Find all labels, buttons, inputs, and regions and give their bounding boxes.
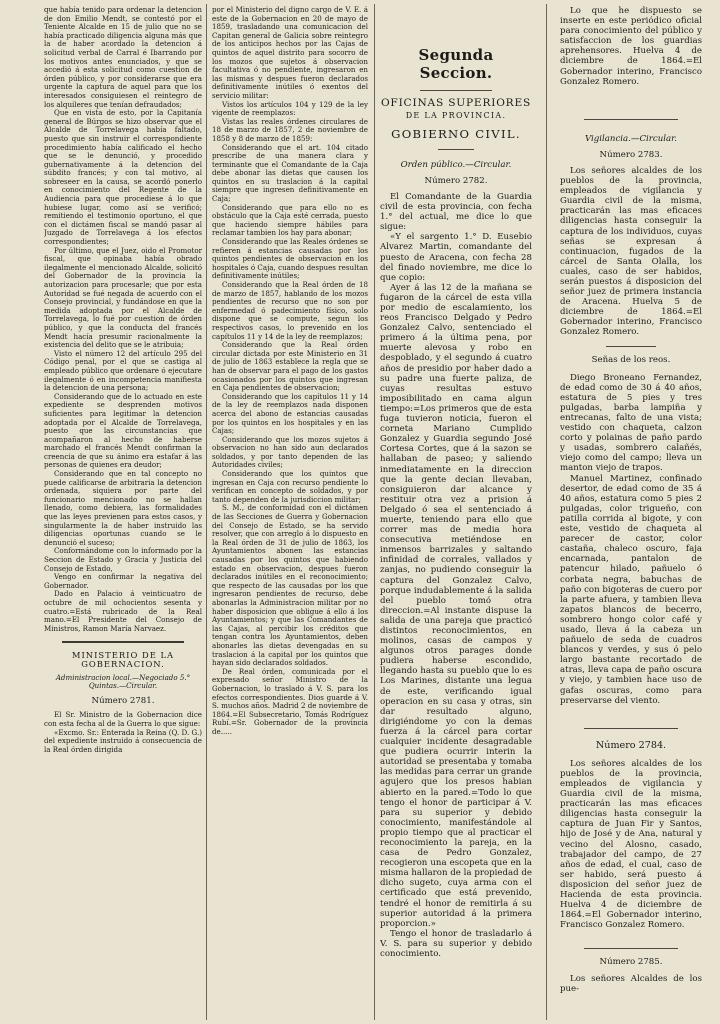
order-number: Número 2785. bbox=[599, 957, 663, 968]
paragraph: Considerando que los mozos sujetos á observacion no han sido aun declarados soldados, y por tanto dependen de las Autoridades civiles; bbox=[212, 434, 368, 470]
section-divider bbox=[584, 948, 678, 949]
section-divider bbox=[584, 728, 678, 729]
paragraph: El Sr. Ministro de la Gobernacion dice con esta fecha al de la Guerra lo que sigue: bbox=[44, 710, 202, 728]
column-1 bbox=[44, 6, 202, 754]
paragraph: Considerando que el art. 104 citado prescribe de una manera clara y terminante que el Comandante de la Caja debe abonar las dietas que causen los quintos en su traslacion á la capital siempre que ingresen definitivamente en Caja; bbox=[212, 142, 368, 204]
paragraph: Considerando que la Real órden de 18 de marzo de 1857, hablando de los mozos pendientes de recurso que no son por enfermedad ó padecimiento físico, solo dispone que se compute, segun los respectivos casos, lo prevenido en los capítulos 11 y 14 de la ley de reemplazos; bbox=[212, 280, 368, 341]
provincia-heading: DE LA PROVINCIA. bbox=[405, 110, 507, 120]
paragraph: Lo que he dispuesto se inserte en este periódico oficial para conocimiento del público y satisfaccion de los guardias aprehensores. Huelva 4 de diciembre de 1864.=El Gobernador interino, Francisco Gonzalez Romero. bbox=[560, 6, 702, 87]
paragraph: Vengo en confirmar la negativa del Gobernador. bbox=[44, 572, 202, 590]
order-number: Número 2783. bbox=[599, 149, 663, 160]
paragraph: Manuel Martinez, confinado desertor, de edad como de 35 á 40 años, estatura como 5 pies 2 pulgadas, color trigueño, con patilla corrida al bigote, y con este, vestido de chaqueta al parecer de castor, color castaña, chaleco oscuro, faja encarnada, pantalon de patencur hilado, pañuelo ó corbata negra, babuchas de paño con bigoteras de cuero por la parte afuera, y tambien lleva zapatos blancos de becerro, sombrero hongo color café y usado, lleva á la cabeza un pañuelo de seda de cuadros blancos y verdes, y sus ó pelo largo bastante recortado de atras, lleva capa de paño oscura y viejo, y tambien hace uso de gafas oscuras, como para preservarse del viento. bbox=[560, 473, 702, 706]
section-title: Segunda Seccion. bbox=[418, 46, 494, 82]
section-divider bbox=[62, 641, 184, 643]
paragraph: Considerando que los capítulos 11 y 14 de la ley de reemplazos nada disponen acerca del abono de estancias causadas por los quintos en los hospitales y en las Cajas; bbox=[212, 391, 368, 436]
paragraph: Por último, que el Juez, oido el Promotor fiscal, que opinaba había obrado ilegalmente el mencionado Alcalde, solicitó del Gobernador de la provincia la autorizacion para procesarle; que por esta Autoridad se fué negada de acuerdo con el Consejo provincial, y fundándose en que la medida adoptada por el Alcalde de Torrelavega, lo fué por cuestion de órden público, y que la conducta del francés Mendt hacía presumir racionalmente la existencia del delito que se le atribuia; bbox=[44, 245, 202, 350]
column-rule bbox=[206, 4, 207, 1020]
paragraph: Conformándome con lo informado por la Seccion de Estado y Gracia y Justicia del Consejo de Estado, bbox=[44, 546, 202, 573]
paragraph: Considerando que de lo actuado en este expediente se desprenden motivos suficientes para legitimar la detencion adoptada por el Alcalde de Torrelavega, puesto que las circunstancias que acompañaron al hecho de haberse marchado el francés Mendt confirman la creencia de que su ánimo era estafar á las personas de quienes era deudor; bbox=[44, 391, 202, 470]
paragraph: Diego Broneano Fernandez, de edad como de 30 á 40 años, estatura de 5 pies y tres pulgadas, barba lampiña y entrecanas, falto de una vista; vestido con chaqueta, calzon corto y polainas de paño pardo y usadas, sombrero calañés, viejo como del campo; lleva un manton viejo de trapos. bbox=[560, 372, 702, 474]
order-number: Número 2784. bbox=[595, 739, 667, 751]
section-divider bbox=[420, 90, 492, 91]
paragraph: Considerando que en tal concepto no puede calificarse de arbitraria la detencion ordenada, siquiera por parte del funcionario mencionado no se hallan llenado, como debiera, las formalidades que las leyes previenen para estos casos, y singularmente la de haber instruido las diligencias oportunas cuando se le denunció el suceso; bbox=[44, 469, 202, 547]
paragraph: El Comandante de la Guardia civil de esta provincia, con fecha 1.° del actual, me dice lo que sigue: bbox=[380, 191, 532, 233]
subtitle: Vigilancia.—Circular. bbox=[584, 133, 678, 144]
paragraph: «Y el sargento 1.° D. Eusebio Alvarez Martin, comandante del puesto de Aracena, con fecha 28 del finado noviembre, me dice lo que copio: bbox=[380, 232, 532, 283]
paragraph: Considerando que las Reales órdenes se refieren á estancias causadas por los quintos pendientes de observacion en los hospitales ó Caja, cuando despues resultan definitivamente inútiles; bbox=[212, 237, 368, 281]
paragraph: Considerando que para ello no es obstáculo que la Caja esté cerrada, puesto que haciendo siempre hábiles para reclamar tambien los hay para abonar; bbox=[212, 202, 368, 238]
section-divider bbox=[438, 149, 474, 150]
column-3 bbox=[380, 6, 532, 959]
ministry-subheading: Administracion local.—Negociado 5.° Quintas.—Circular. bbox=[55, 672, 191, 691]
subtitle: Orden público.—Circular. bbox=[400, 159, 512, 170]
paragraph: que había tenido para ordenar la detencion de don Emilio Mendt, se contestó por el Teniente Alcalde en 15 de julio que no se había practicado diligencia alguna más que la de haber acordado la detencion á solicitud verbal de Carral é Ibarrando por los motivos antes enunciados, y que se accedió á esta solicitud como cuestion de órden público, y por considerarse que era urgente la captura de aquel para que los interesados consiguiesen el reintegro de los alquileres que tenían defraudados; bbox=[44, 6, 202, 109]
section-divider bbox=[606, 346, 656, 347]
paragraph: Vistas las reales órdenes circulares de 18 de marzo de 1857, 2 de noviembre de 1858 y 8 de marzo de 1859: bbox=[212, 116, 368, 143]
paragraph: «Excmo. Sr.: Enterada la Reina (Q. D. G.) del expediente instruido á consecuencia de la Real órden dirigida bbox=[44, 727, 202, 754]
paragraph: Que en vista de esto, por la Capitanía general de Búrgos se hizo observar que el Alcalde de Torrelavega había faltado, puesto que sin instruir el correspondiente procedimiento había calificado el hecho que se le denunció, y procedido gubernativamente á la detencion del súbdito francés; y con tal motivo, al sobreseer en la causa, se acordó ponerlo en conocimiento del Regente de la Audiencia para que procediese á lo que hubiese lugar, como así se verificó; remitiendo el testimonio oportuno, el que con el dictámen fiscal se mandó pasar al Juzgado de Torrelavega á los efectos correspondientes; bbox=[44, 108, 202, 247]
paragraph: Visto el número 12 del artículo 295 del Código penal, por el que se castiga al empleado público que ordenare ó ejecutare ilegalmente ó en incompetencia manifiesta la detencion de una persona; bbox=[44, 348, 202, 393]
column-4 bbox=[560, 6, 702, 994]
column-rule bbox=[546, 4, 547, 1020]
paragraph: Los señores alcaldes de los pueblos de la provincia, empleados de vigilancia y Guardia civil de la misma, practicarán las mas eficaces diligencias hasta conseguir la captura de Juan Fir y Santos, hijo de José y de Ana, natural y vecino del Alosno, casado, trabajador del campo, de 27 años de edad, el cual, caso de ser habido, será puesto á disposicion del señor juez de Hacienda de esta provincia. Huelva 4 de diciembre de 1864.=El Gobernador interino, Francisco Gonzalez Romero. bbox=[560, 758, 702, 931]
paragraph: Dado en Palacio á veinticuatro de octubre de mil ochocientos sesenta y cuatro.=Está rubricado de la Real mano.=El Presidente del Consejo de Ministros, Ramon María Narvaez. bbox=[44, 589, 202, 633]
paragraph: Vistos los artículos 104 y 129 de la ley vigente de reemplazos: bbox=[212, 99, 368, 118]
senas-heading: Señas de los reos. bbox=[591, 354, 671, 365]
paragraph: por el Ministerio del digno cargo de V. E. á este de la Gobernacion en 20 de mayo de 1859, trasladando una comunicacion del Capitan general de Galicia sobre reintegro de los anticipos hechos por las Cajas de quintos de aquel distrito para socorro de los mozos que sujetos á observacion facultativa ó no pendiente, ingresaron en las mismas y despues fueron declarados definitivamente inútiles ó exentos del servicio militar: bbox=[212, 6, 368, 100]
paragraph: Los señores Alcaldes de los pue- bbox=[560, 973, 702, 994]
paragraph: Tengo el honor de trasladarlo á V. S. para su superior y debido conocimiento. bbox=[380, 928, 532, 959]
column-rule bbox=[374, 4, 375, 1020]
paragraph: De Real órden, comunicada por el expresado señor Ministro de la Gobernacion, lo traslado á V. S. para los efectos correspondientes. Dios guarde á V. S. muchos años. Madrid 2 de noviembre de 1864.=El Subsecretario, Tomás Rodríguez Rubí.=Sr. Gobernador de la provincia de..... bbox=[212, 666, 368, 736]
order-number: Número 2781. bbox=[91, 695, 155, 706]
paragraph: Considerando que la Real órden circular dictada por este Ministerio en 31 de julio de 1863 establece la regla que se han de observar para el pago de los gastos ocasionados por los quintos que ingresan en Caja pendientes de observacion; bbox=[212, 340, 368, 393]
paragraph: Ayer á las 12 de la mañana se fugaron de la cárcel de esta villa por medio de escalamiento, los reos Francisco Delgado y Pedro Gonzalez Calvo, sentenciado el primero á la última pena, por muerte alevosa y robo en despoblado, y el segundo á cuatro años de presidio por haber dado a su padre una fuerte paliza, de cuyas resultas estuvo imposibilitado en cama algun tiempo:=Los primeros que de esta fuga tuvieron noticia, fueron el corneta Mariano Cumplido Gonzalez y Guardia segundo José Cortesa Cortes, que á la sazon se hallaban de paseo; y saliendo inmediatamente en la direccion que la gente decian llevaban, consiguieron dar alcance y restituir otra vez a prision á Delgado ó sea el sentenciado á muerte, teniendo para ello que correr mas de media hora consecutiva metiéndose en inmensos barrizales y saltando infinidad de corrales, vallados y zanjas, no pudiendo conseguir la captura del Gonzalez Calvo, porque indudablemente á la salida del pueblo tomó otra direccion.=Al instante dispuse la salida de una pareja que practicó distintos reconocimientos, en molinos, casas de campos y algunos otros parages donde pudiera haberse escondido, llegando hasta su pueblo que lo es Los Marines, distante una legua de este, verificando igual operacion en su casa y otras, sin dar resultado alguno, dirigiéndome yo con la demas fuerza á la cárcel para cortar cualquier incidente desagradable que pudiera ocurrir interin la autoridad se presentaba y tomaba las medidas para cerrar un grande agujero que los presos habian abierto en la pared.=Todo lo que tengo el honor de participar á V. para su superior y debido conocimiento, manifestándole al propio tiempo que al practicar el reconocimiento la pareja, en la casa de Pedro Gonzalez, recogieron una escopeta que en la misma hallaron de la propiedad de dicho sugeto, cuya arma con el certificado que está prevenido, tendré el honor de remitirla á su superior autoridad á la primera proporcion.» bbox=[380, 282, 532, 929]
section-divider bbox=[584, 119, 678, 120]
paragraph: S. M., de conformidad con el dictámen de las Secciones de Guerra y Gobernacion del Consejo de Estado, se ha servido resolver, que con arreglo á lo dispuesto en la Real órden de 31 de julio de 1863, los Ayuntamientos abonen las estancias causadas por los quintos que habiendo estado en observacion, despues fueron declarados inútiles en el reconocimiento; que respecto de las causadas por los que ingresaron pendientes de recurso, debe abonarlas la Administracion militar por no haber disposicion que obligue á ello á los Ayuntamientos; y que las Comandantes de las Cajas, al percibir los créditos que tengan contra los Ayuntamientos, deben abonarles las dietas devengadas en su traslacion á la capital por los quintos que hayan sido declarados soldados. bbox=[212, 503, 368, 668]
oficinas-heading: OFICINAS SUPERIORES bbox=[380, 97, 532, 109]
order-number: Número 2782. bbox=[424, 175, 488, 186]
ministry-heading: MINISTERIO DE LA GOBERNACION. bbox=[71, 650, 175, 669]
paragraph: Los señores alcaldes de los pueblos de la provincia, empleados de vigilancia y Guardia civil de la misma, practicarán las mas eficaces diligencias hasta conseguir la captura de los individuos, cuyas señas se expresan á continuacion, fugados de la cárcel de Santa Olalla, los cuales, caso de ser habidos, serán puestos á disposicion del señor juez de primera instancia de Aracena. Huelva 5 de diciembre de 1864.=El Gobernador interino, Francisco Gonzalez Romero. bbox=[560, 165, 702, 338]
column-2 bbox=[212, 6, 368, 736]
gobierno-heading: GOBIERNO CIVIL. bbox=[391, 126, 521, 141]
paragraph: Considerando que los quintos que ingresan en Caja con recurso pendiente lo verifican en concepto de soldados, y por tanto dependen de la jurisdiccion militar; bbox=[212, 469, 368, 504]
